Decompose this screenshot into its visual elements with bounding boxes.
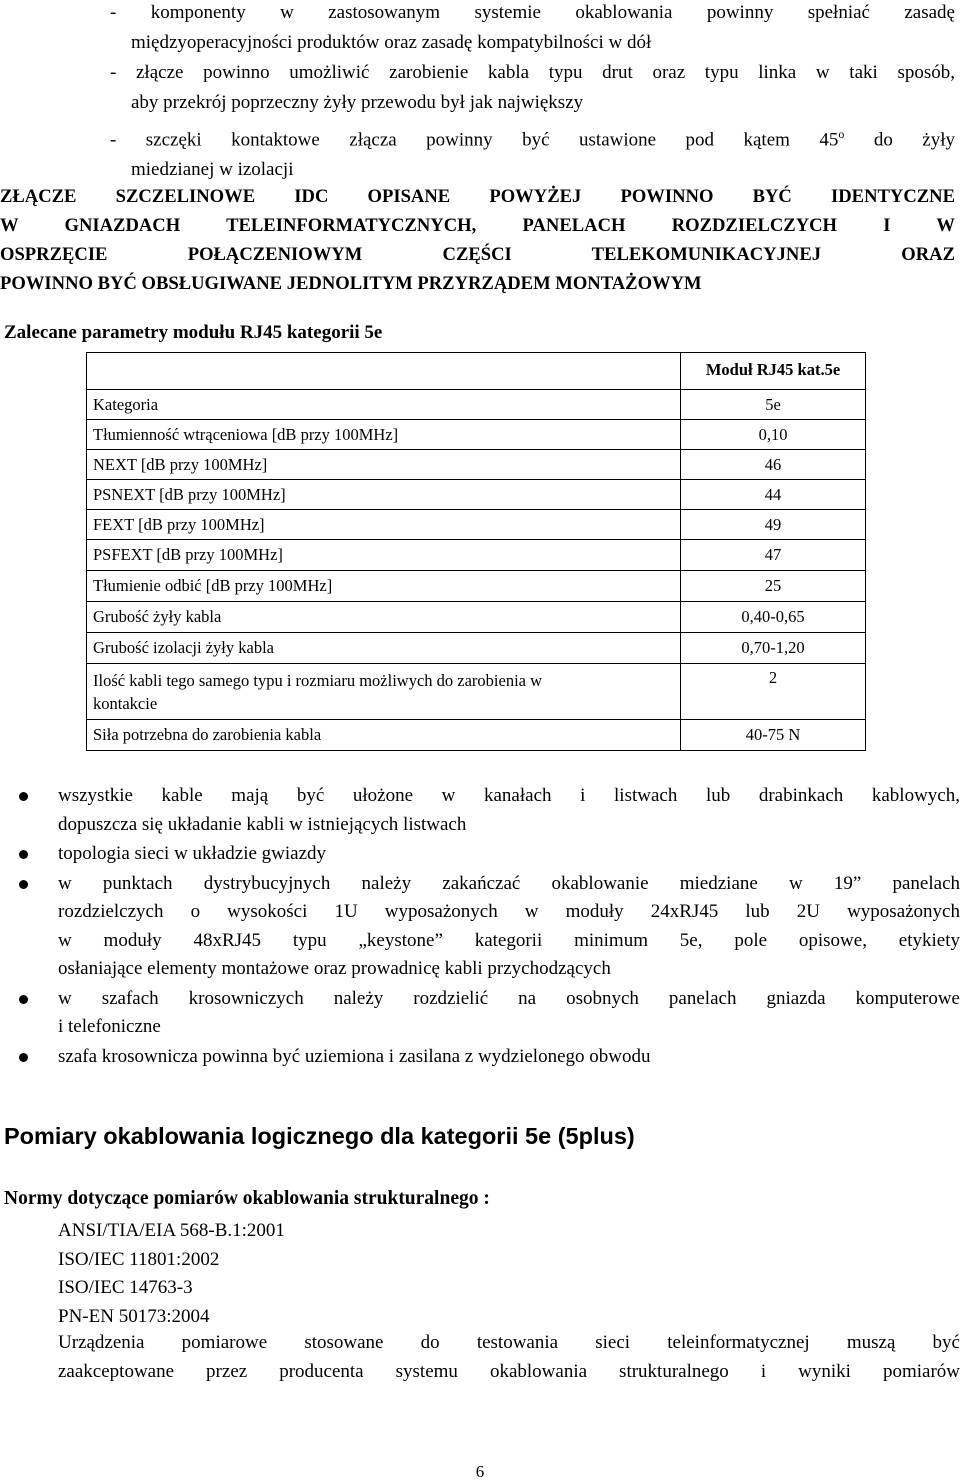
param-name: Grubość żyły kabla [87,602,681,633]
table-header-row [87,353,866,390]
requirement-line: miedzianej w izolacji [131,159,294,181]
param-name: Grubość izolacji żyły kabla [87,633,681,664]
norm-item: ANSI/TIA/EIA 568-B.1:2001 [58,1220,285,1241]
param-name: Siła potrzebna do zarobienia kabla [87,720,681,751]
caps-line: OSPRZĘCIE POŁĄCZENIOWYM CZĘŚCI TELEKOMUNIKACYJNEJ ORAZ [0,244,955,265]
table-header: Moduł RJ45 kat.5e [681,353,866,390]
param-name: Kategoria [87,390,681,420]
closing-line: Urządzenia pomiarowe stosowane do testowania sieci teleinformatycznej muszą być [58,1332,960,1353]
param-name [87,664,681,720]
bullet-line: rozdzielczych o wysokości 1U wyposażonych w moduły 24xRJ45 lub 2U wyposażonych [58,901,960,922]
table-row [87,390,866,420]
param-value: 2 [681,664,866,720]
table-row [87,664,866,720]
bullet-item [0,1043,960,1072]
bullet-line: szafa krosownicza powinna być uziemiona i zasilana z wydzielonego obwodu [58,1045,651,1067]
bullet-list [0,782,960,1072]
param-value: 49 [681,510,866,540]
bullet-icon [19,880,28,889]
bullet-text [58,1043,960,1072]
param-value: 46 [681,450,866,480]
param-value: 0,70-1,20 [681,633,866,664]
requirement-item-3 [110,119,955,185]
caps-line: POWINNO BYĆ OBSŁUGIWANE JEDNOLITYM PRZYRZĄDEM MONTAŻOWYM [0,273,702,294]
table-row [87,480,866,510]
table-row [87,510,866,540]
param-name: Tłumienność wtrąceniowa [dB przy 100MHz] [87,420,681,450]
bullet-item [0,782,960,839]
caps-line: W GNIAZDACH TELEINFORMATYCZNYCH, PANELACH ROZDZIELCZYCH I W [0,215,955,236]
param-value: 44 [681,480,866,510]
table-row [87,540,866,571]
requirement-line: międzyoperacyjności produktów oraz zasadę kompatybilności w dół [131,32,652,53]
bullet-line: w moduły 48xRJ45 typu „keystone” kategorii minimum 5e, pole opisowe, etykiety [58,929,960,951]
bullet-line: topologia sieci w układzie gwiazdy [58,843,327,864]
bullet-text [58,782,960,839]
bullet-line: i telefoniczne [58,1016,161,1037]
param-value: 25 [681,571,866,602]
bullet-item [0,985,960,1042]
norms-title: Normy dotyczące pomiarów okablowania strukturalnego : [4,1188,490,1209]
closing-line: zaakceptowane przez producenta systemu okablowania strukturalnego i wyniki pomiarów [58,1360,960,1382]
norm-item: ISO/IEC 11801:2002 [58,1248,220,1270]
param-value: 0,40-0,65 [681,602,866,633]
bullet-text [58,870,960,984]
bullet-line: w szafach krosowniczych należy rozdzielić na osobnych panelach gniazda komputerowe [58,987,960,1009]
param-name-line: Ilość kabli tego samego typu i rozmiaru możliwych do zarobienia w [93,670,543,690]
norm-item: ISO/IEC 14763-3 [58,1277,193,1298]
bullet-icon [19,850,28,859]
closing-paragraph [58,1329,960,1386]
degree-sup: o [838,127,845,141]
norm-item: PN-EN 50173:2004 [58,1305,210,1327]
param-value: 47 [681,540,866,571]
bullet-text [58,985,960,1042]
param-value: 5e [681,390,866,420]
bullet-icon [19,995,28,1004]
requirement-item-2 [110,58,955,118]
bullet-item [0,870,960,984]
bullet-item [0,840,960,869]
table-row [87,450,866,480]
param-name-line: kontakcie [93,693,158,713]
bullet-line: wszystkie kable mają być ułożone w kanałach i listwach lub drabinkach kablowych, [58,785,960,806]
param-name: Tłumienie odbić [dB przy 100MHz] [87,571,681,602]
rj45-parameters-table [86,352,866,751]
table-row [87,571,866,602]
section-heading: Pomiary okablowania logicznego dla kategorii 5e (5plus) [4,1123,635,1149]
norms-list [58,1217,285,1331]
bullet-line: w punktach dystrybucyjnych należy zakańczać okablowanie miedziane w 19” panelach [58,872,960,894]
requirement-text: - szczęki kontaktowe złącza powinny być ustawione pod kątem 45 [110,129,839,151]
bullet-line: dopuszcza się układanie kabli w istniejących listwach [58,813,467,835]
table-row [87,420,866,450]
bullet-icon [19,1053,28,1062]
table-row [87,720,866,751]
table-title: Zalecane parametry modułu RJ45 kategorii 5e [4,322,383,343]
bullet-line: osłaniające elementy montażowe oraz prowadnicę kabli przychodzących [58,958,611,979]
requirement-line: aby przekrój poprzeczny żyły przewodu był jak największy [131,92,584,113]
param-value: 0,10 [681,420,866,450]
requirement-line [110,119,955,155]
bullet-text [58,840,960,869]
table-row [87,602,866,633]
table-header-empty [87,353,681,390]
param-value: 40-75 N [681,720,866,751]
requirement-line: - komponenty w zastosowanym systemie okablowania powinny spełniać zasadę [110,2,955,23]
param-name: PSNEXT [dB przy 100MHz] [87,480,681,510]
requirement-line: - złącze powinno umożliwić zarobienie kabla typu drut oraz typu linka w taki sposób, [110,62,955,83]
bullet-icon [19,792,28,801]
caps-paragraph [0,182,955,298]
table-row [87,633,866,664]
param-name: FEXT [dB przy 100MHz] [87,510,681,540]
requirement-item-1 [110,0,955,58]
requirement-text: do żyły [844,129,956,151]
page-number: 6 [475,1462,485,1481]
param-name: PSFEXT [dB przy 100MHz] [87,540,681,571]
param-name: NEXT [dB przy 100MHz] [87,450,681,480]
caps-line: ZŁĄCZE SZCZELINOWE IDC OPISANE POWYŻEJ POWINNO BYĆ IDENTYCZNE [0,186,955,207]
